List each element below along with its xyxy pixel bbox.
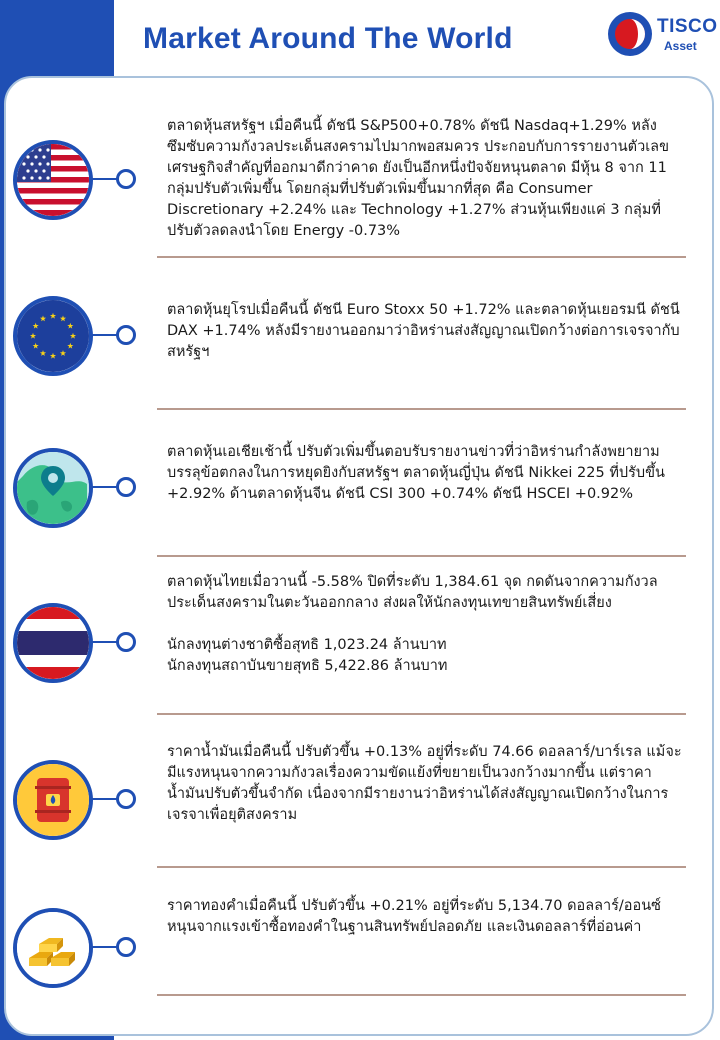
thai-flag-icon [13, 603, 93, 683]
logo-subtitle: Asset [664, 39, 697, 53]
section-paragraph: ตลาดหุ้นยุโรปเมื่อคืนนี้ ดัชนี Euro Stoxx 50 +1.72% และตลาดหุ้นเยอรมนี ดัชนี DAX +1.74% หลังมีรายงานออกมาว่าอิหร่านส่งสัญญาณเปิดกว้างต่อการเจรจากับสหรัฐฯ [167, 302, 680, 360]
section-divider [157, 713, 686, 715]
connector-line [91, 641, 117, 643]
us-flag-icon [13, 140, 93, 220]
tisco-logo-mark-icon [606, 10, 654, 58]
section-paragraph: นักลงทุนต่างชาติซื้อสุทธิ 1,023.24 ล้านบาท นักลงทุนสถาบันขายสุทธิ 5,422.86 ล้านบาท [167, 637, 448, 674]
section-text [167, 742, 687, 826]
section-paragraph: ตลาดหุ้นเอเชียเช้านี้ ปรับตัวเพิ่มขึ้นตอบรับรายงานข่าวที่ว่าอิหร่านกำลังพยายามบรรลุข้อตกลงในการหยุดยิงกับสหรัฐฯ ตลาดหุ้นญี่ปุ่น ดัชนี Nikkei 225 ที่ปรับขึ้น +2.92% ด้านตลาดหุ้นจีน ดัชนี CSI 300 +0.74% ดัชนี HSCEI +0.92% [167, 444, 665, 502]
connector-line [91, 334, 117, 336]
connector-dot [116, 169, 136, 189]
connector-line [91, 798, 117, 800]
eu-flag-icon [13, 296, 93, 376]
connector-dot [116, 789, 136, 809]
connector-dot [116, 632, 136, 652]
oil-barrel-icon [13, 760, 93, 840]
logo-wordmark: TISCO [657, 16, 718, 37]
section-text [167, 442, 687, 505]
connector-line [91, 486, 117, 488]
section-text [167, 116, 687, 242]
connector-dot [116, 937, 136, 957]
section-paragraph: ตลาดหุ้นไทยเมื่อวานนี้ -5.58% ปิดที่ระดับ 1,384.61 จุด กดดันจากความกังวลประเด็นสงครามในตะวันออกกลาง ส่งผลให้นักลงทุนเทขายสินทรัพย์เสี่ยง [167, 574, 658, 611]
page-title: Market Around The World [143, 22, 513, 55]
section-paragraph: ราคาทองคำเมื่อคืนนี้ ปรับตัวขึ้น +0.21% อยู่ที่ระดับ 5,134.70 ดอลลาร์/ออนซ์ หนุนจากแรงเข้าซื้อทองคำในฐานสินทรัพย์ปลอดภัย และเงินดอลลาร์ที่อ่อนค่า [167, 898, 661, 935]
connector-line [91, 178, 117, 180]
gold-bars-icon [13, 908, 93, 988]
section-paragraph: ราคาน้ำมันเมื่อคืนนี้ ปรับตัวขึ้น +0.13% อยู่ที่ระดับ 74.66 ดอลลาร์/บาร์เรล แม้จะมีแรงหนุนจากความกังวลเรื่องความขัดแย้งที่ขยายเป็นวงกว้างมากขึ้น แต่ราคาน้ำมันปรับตัวขึ้นจำกัด เนื่องจากมีรายงานว่าอิหร่านได้ส่งสัญญาณเปิดกว้างในการเจรจาเพื่อยุติสงคราม [167, 744, 682, 823]
section-text [167, 896, 687, 938]
section-text [167, 572, 687, 677]
section-divider [157, 994, 686, 996]
section-divider [157, 408, 686, 410]
section-paragraph: ตลาดหุ้นสหรัฐฯ เมื่อคืนนี้ ดัชนี S&P500+0.78% ดัชนี Nasdaq+1.29% หลังซึมซับความกังวลประเด็นสงครามไปมากพอสมควร ประกอบกับการรายงานตัวเลขเศรษฐกิจสำคัญที่ออกมาดีกว่าคาด ยังเป็นอีกหนึ่งปัจจัยหนุนตลาด มีหุ้น 8 จาก 11 กลุ่มปรับตัวเพิ่มขึ้น โดยกลุ่มที่ปรับตัวเพิ่มขึ้นมากที่สุด คือ Consumer Discretionary +2.24% และ Technology +1.27% ส่วนหุ้นเพียงแค่ 3 กลุ่มที่ปรับตัวลดลงนำโดย Energy -0.73% [167, 118, 669, 239]
section-divider [157, 866, 686, 868]
section-divider [157, 256, 686, 258]
tisco-logo [606, 8, 718, 60]
connector-line [91, 946, 117, 948]
section-divider [157, 555, 686, 557]
connector-dot [116, 477, 136, 497]
connector-dot [116, 325, 136, 345]
section-text [167, 300, 687, 363]
asia-map-pin-icon [13, 448, 93, 528]
